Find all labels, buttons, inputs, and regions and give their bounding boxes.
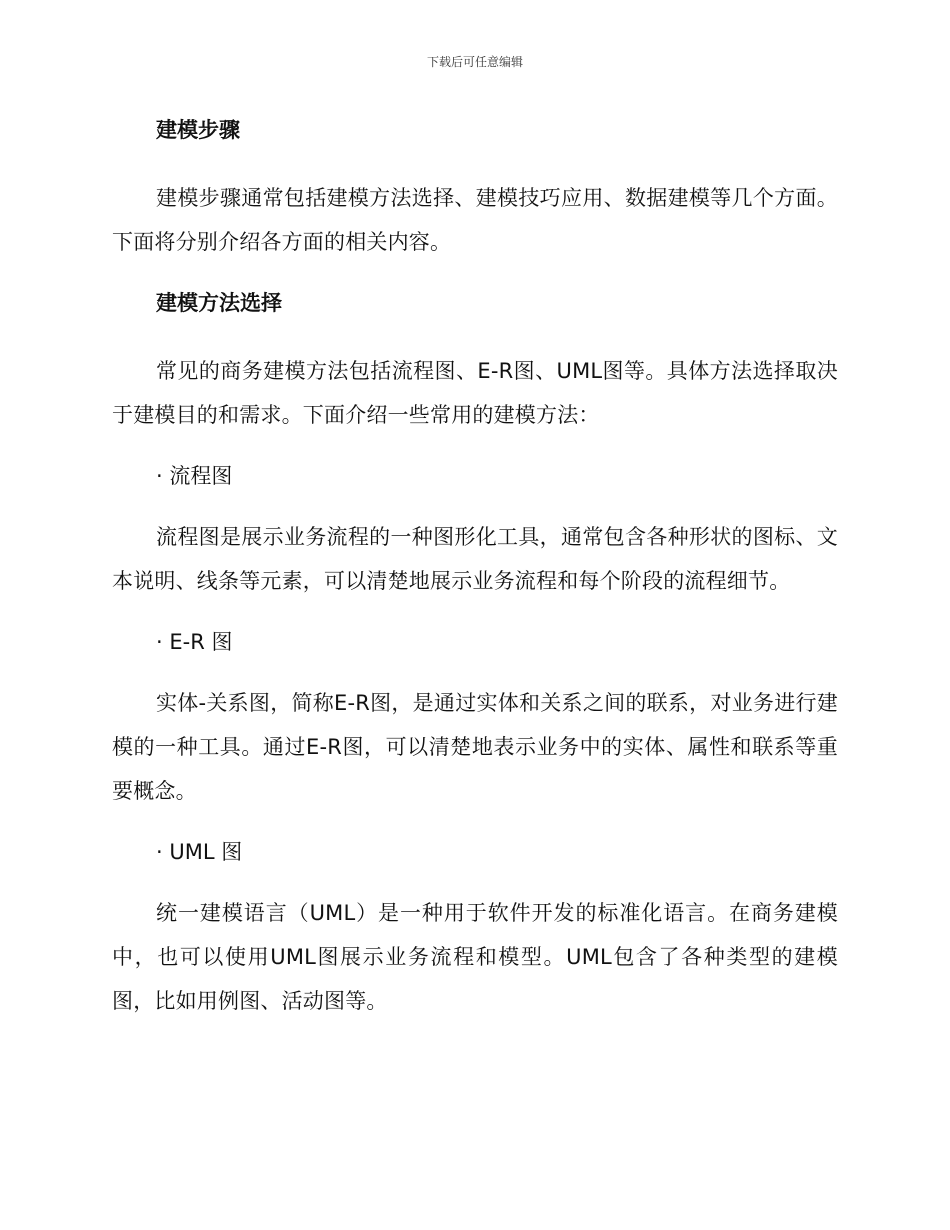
bullet-flowchart: · 流程图 xyxy=(156,464,233,488)
paragraph-er-diagram: 实体-关系图，简称E-R图，是通过实体和关系之间的联系，对业务进行建模的一种工具。通过E-R图，可以清楚地表示业务中的实体、属性和联系等重要概念。 xyxy=(112,691,838,803)
heading-modeling-steps: 建模步骤 xyxy=(156,118,240,142)
document-body xyxy=(112,108,838,1040)
paragraph-modeling-steps: 建模步骤通常包括建模方法选择、建模技巧应用、数据建模等几个方面。下面将分别介绍各方面的相关内容。 xyxy=(112,186,838,254)
paragraph-method-selection: 常见的商务建模方法包括流程图、E-R图、UML图等。具体方法选择取决于建模目的和需求。下面介绍一些常用的建模方法： xyxy=(112,359,838,427)
bullet-er-diagram: · E-R 图 xyxy=(156,630,233,654)
paragraph-flowchart: 流程图是展示业务流程的一种图形化工具，通常包含各种形状的图标、文本说明、线条等元素，可以清楚地展示业务流程和每个阶段的流程细节。 xyxy=(112,525,838,593)
bullet-uml-diagram: · UML 图 xyxy=(156,840,243,864)
heading-method-selection: 建模方法选择 xyxy=(156,291,282,315)
paragraph-uml-diagram: 统一建模语言（UML）是一种用于软件开发的标准化语言。在商务建模中，也可以使用UML图展示业务流程和模型。UML包含了各种类型的建模图，比如用例图、活动图等。 xyxy=(112,901,838,1013)
page-header: 下载后可任意编辑 xyxy=(426,55,523,69)
